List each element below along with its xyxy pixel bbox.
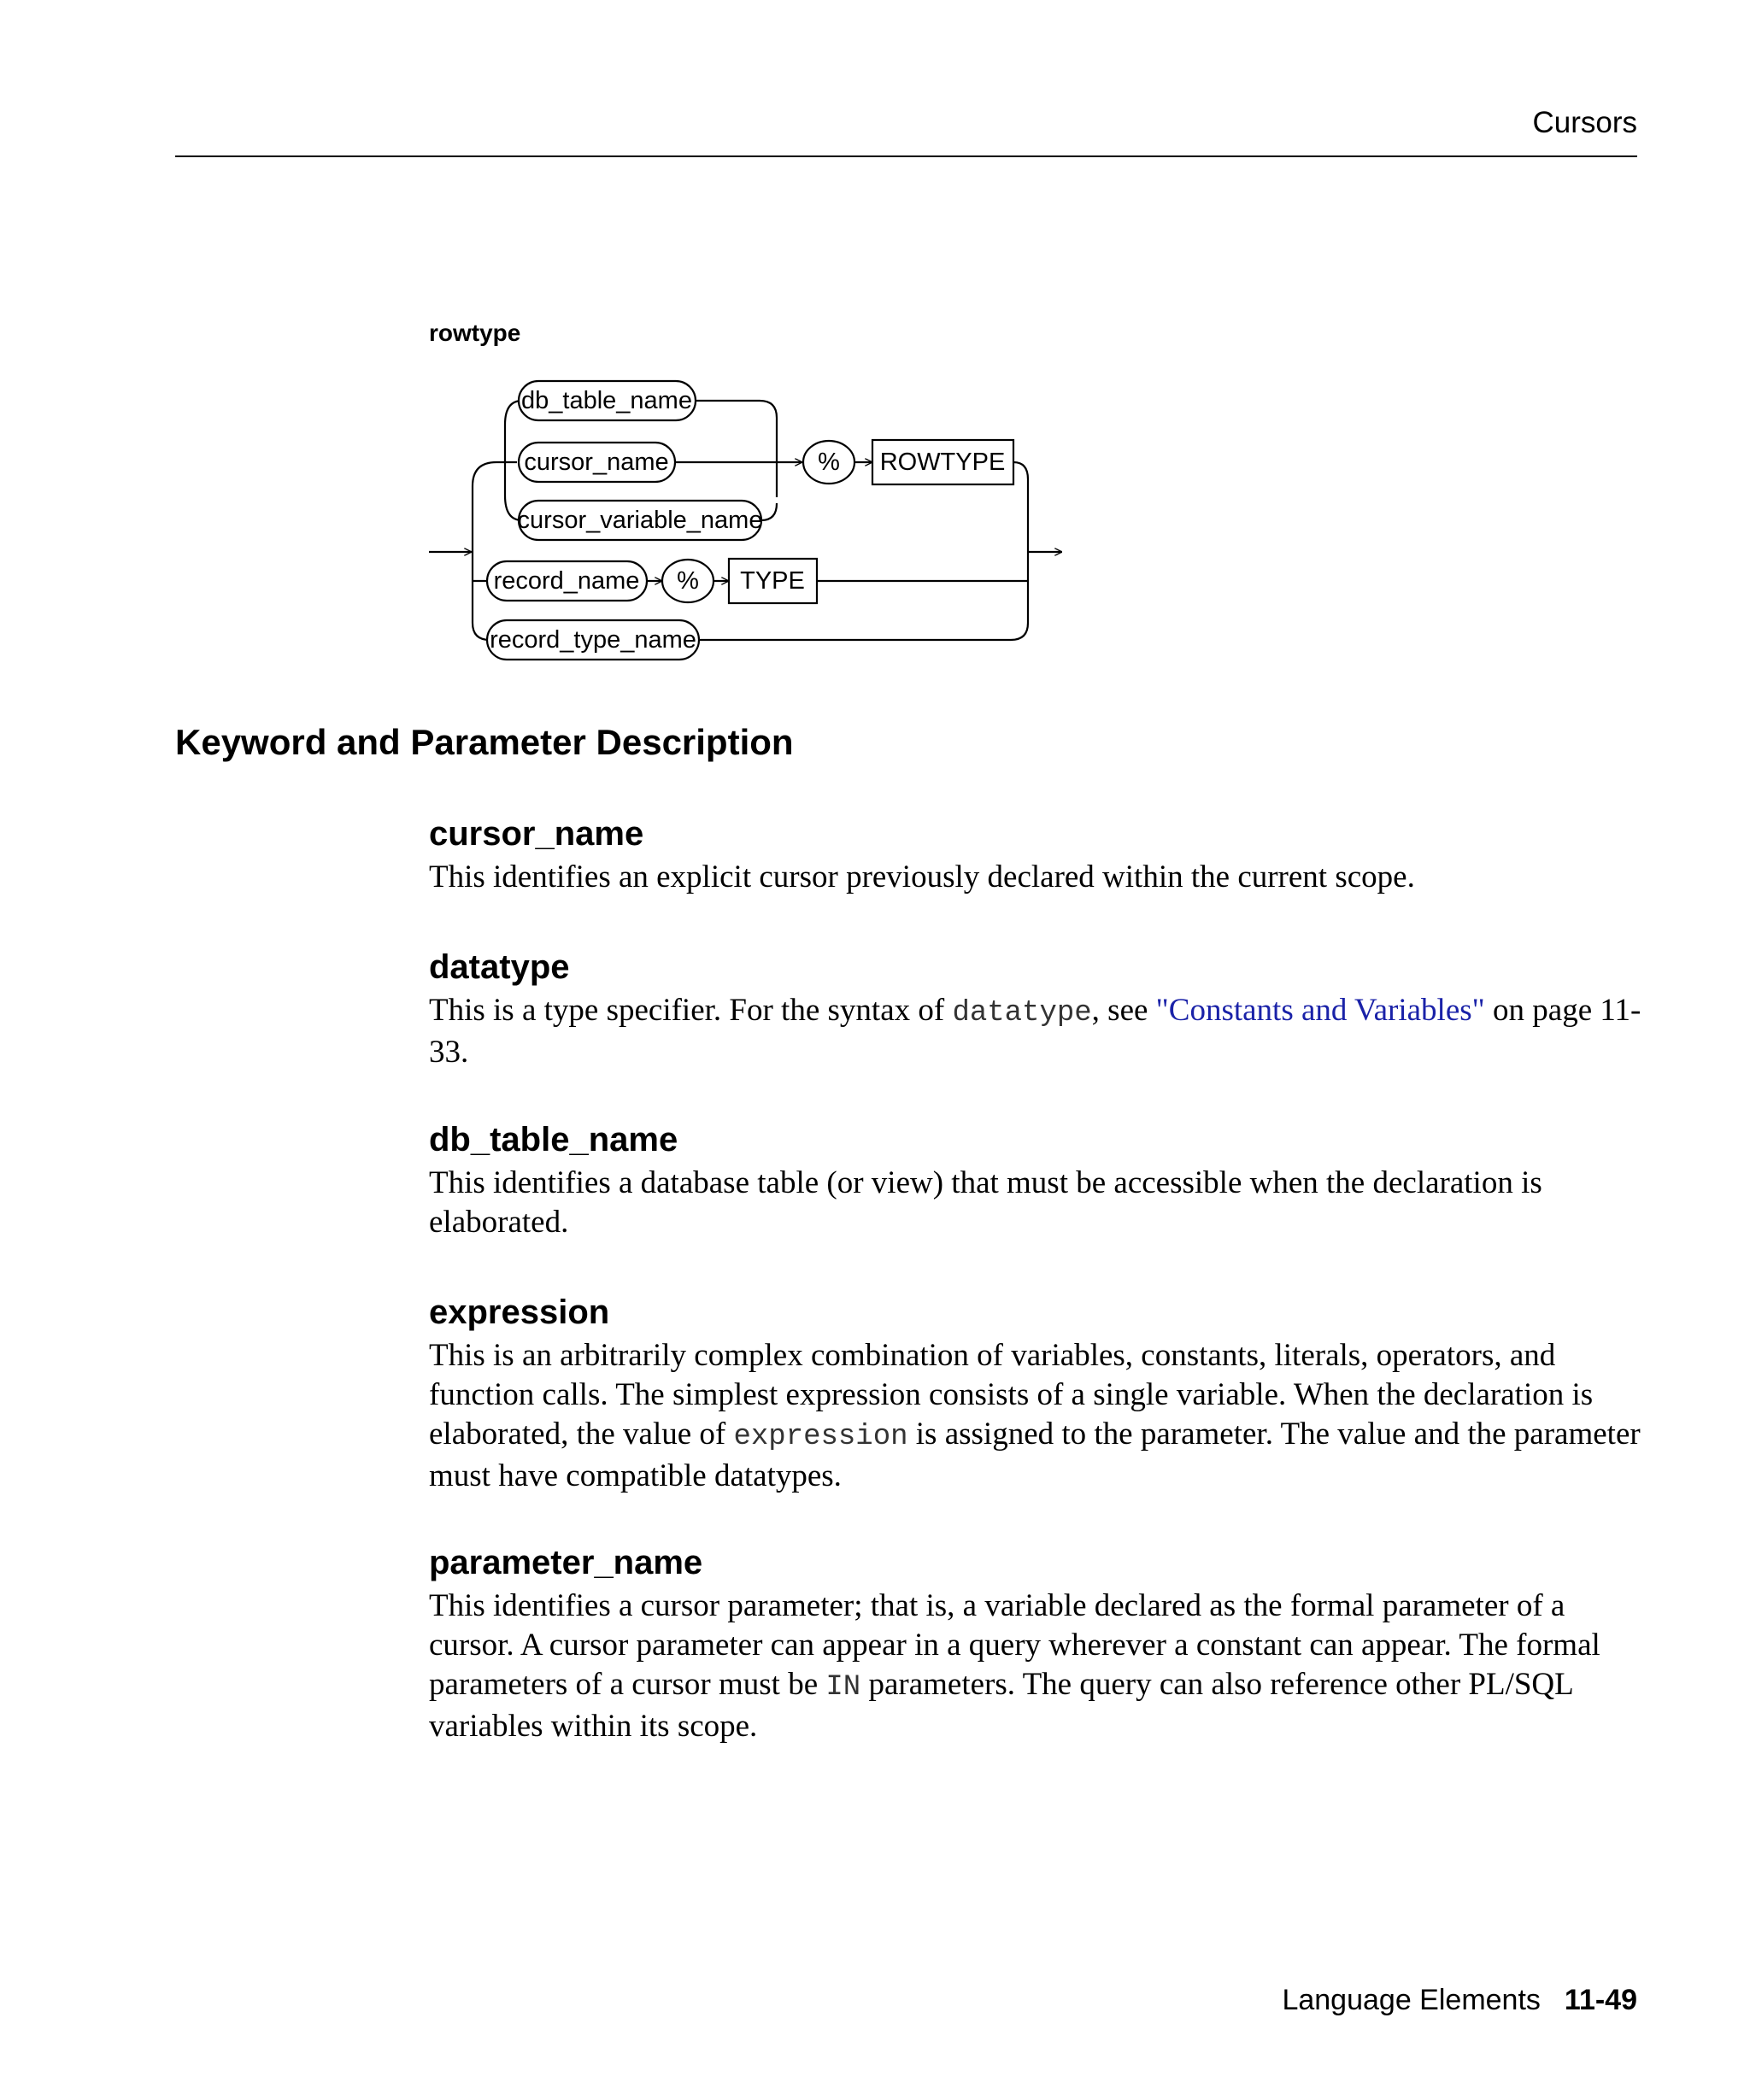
page-number: 11-49 xyxy=(1564,1984,1637,2016)
node-cursor-variable-name-text: cursor_variable_name xyxy=(517,507,763,534)
entry-description: This is an arbitrarily complex combination of variables, constants, literals, operators, and function calls. The simplest expression consists of a single variable. When the declaration is elaborated, the value of expression is assigned to the parameter. The value and the parameter must have compatible datatypes. xyxy=(429,1338,1641,1493)
node-rowtype-keyword-text: ROWTYPE xyxy=(879,449,1006,476)
footer-section: Language Elements xyxy=(1282,1984,1541,2016)
node-percent-rowtype-text: % xyxy=(818,449,840,476)
entry-description: This identifies a database table (or view) that must be accessible when the declaration is elaborated. xyxy=(429,1165,1542,1240)
code-expression: expression xyxy=(733,1421,908,1453)
node-record-type-name-text: record_type_name xyxy=(490,626,696,654)
code-in: IN xyxy=(825,1671,861,1704)
entry-parameter-name xyxy=(429,1542,1642,1746)
node-record-name-text: record_name xyxy=(493,567,640,595)
entry-description: This is a type specifier. For the syntax of datatype, see "Constants and Variables" on page 11-33. xyxy=(429,993,1641,1070)
cross-reference-link[interactable]: "Constants and Variables" xyxy=(1155,993,1485,1028)
entry-description: This identifies an explicit cursor previously declared within the current scope. xyxy=(429,859,1415,895)
page-footer xyxy=(1282,1984,1637,2017)
entry-term: cursor_name xyxy=(429,815,644,853)
entry-term: parameter_name xyxy=(429,1544,703,1581)
code-datatype: datatype xyxy=(952,997,1092,1029)
node-percent-type-text: % xyxy=(677,567,699,595)
entry-term: expression xyxy=(429,1293,610,1331)
node-type-keyword-text: TYPE xyxy=(740,567,805,595)
entry-expression xyxy=(429,1292,1642,1496)
entry-term: datatype xyxy=(429,948,570,986)
running-header: Cursors xyxy=(1532,106,1637,139)
entry-term: db_table_name xyxy=(429,1121,678,1159)
entry-description: This identifies a cursor parameter; that is, a variable declared as the formal parameter of a cursor. A cursor parameter can appear in a query wherever a constant can appear. The formal parameters of a cursor must be IN parameters. The query can also reference other PL/SQL variables within its scope. xyxy=(429,1588,1600,1744)
node-cursor-name-text: cursor_name xyxy=(524,449,669,476)
diagram-label: rowtype xyxy=(429,320,521,346)
entry-datatype xyxy=(429,947,1642,1072)
node-db-table-name-text: db_table_name xyxy=(521,387,692,414)
entry-cursor-name xyxy=(429,813,1642,897)
entry-db-table-name xyxy=(429,1119,1642,1242)
section-heading: Keyword and Parameter Description xyxy=(175,722,794,762)
